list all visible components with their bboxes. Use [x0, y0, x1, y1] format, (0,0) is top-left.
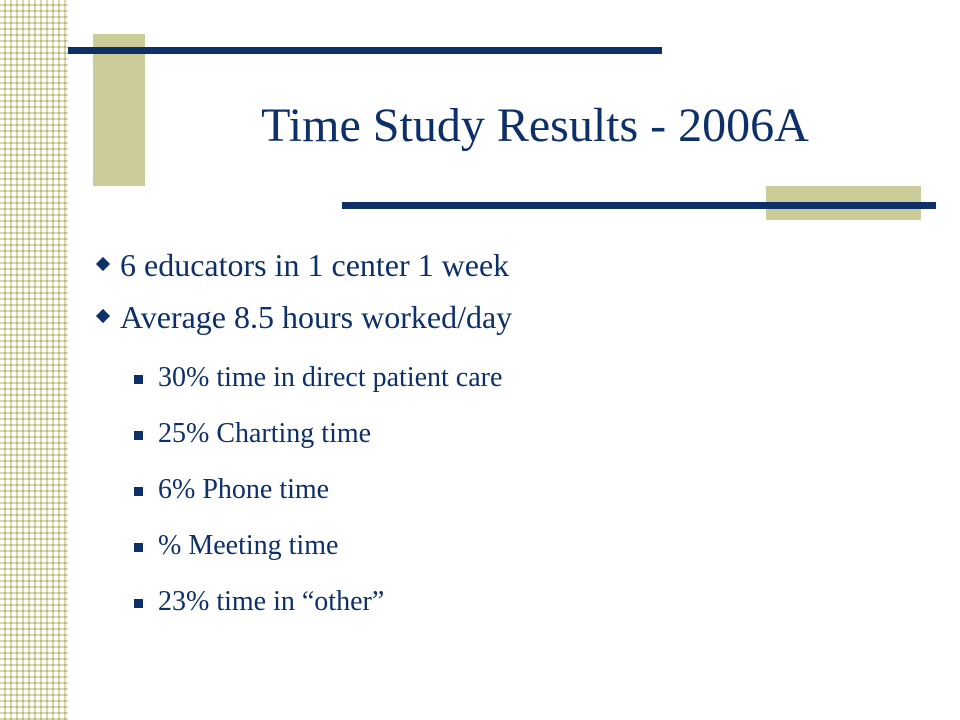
- sub-bullet-item: [134, 462, 502, 518]
- square-bullet-icon: [134, 487, 143, 496]
- diamond-bullet-icon: [96, 257, 110, 271]
- slide-title: Time Study Results - 2006A: [261, 99, 809, 152]
- top-rule: [68, 47, 662, 54]
- bottom-rule: [342, 202, 936, 209]
- sub-bullet-item: [134, 406, 502, 462]
- sub-bullet-item: [134, 350, 502, 406]
- sub-bullet-item: [134, 574, 502, 630]
- sub-bullet-text: 23% time in “other”: [158, 586, 385, 617]
- bullet-text: Average 8.5 hours worked/day: [120, 299, 513, 335]
- diamond-bullet-icon: [96, 309, 110, 323]
- bullet-item: [96, 239, 512, 291]
- square-bullet-icon: [134, 543, 143, 552]
- bullet-item: [96, 291, 512, 343]
- bullet-text: 6 educators in 1 center 1 week: [120, 247, 510, 283]
- left-stripe-pattern: [0, 0, 68, 720]
- square-bullet-icon: [134, 375, 143, 384]
- main-bullet-list: [96, 239, 512, 343]
- sub-bullet-text: 6% Phone time: [158, 474, 330, 505]
- square-bullet-icon: [134, 431, 143, 440]
- sub-bullet-text: % Meeting time: [158, 530, 339, 561]
- square-bullet-icon: [134, 599, 143, 608]
- sub-bullet-list: [134, 350, 502, 630]
- sub-bullet-item: [134, 518, 502, 574]
- sub-bullet-text: 30% time in direct patient care: [158, 362, 503, 393]
- sub-bullet-text: 25% Charting time: [158, 418, 372, 449]
